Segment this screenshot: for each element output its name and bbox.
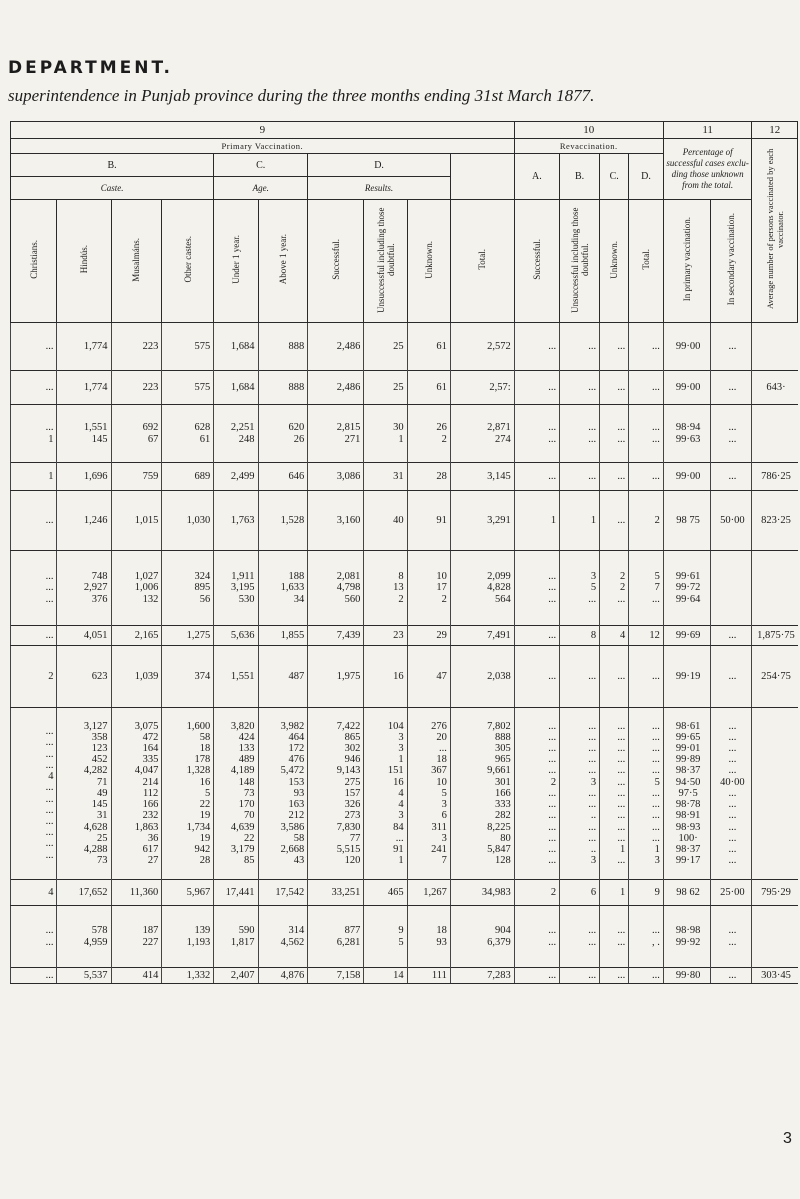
- table-cell: ...: [600, 463, 629, 491]
- table-row: [11, 323, 798, 371]
- table-cell: ...: [514, 968, 559, 984]
- table-cell: ...: [629, 463, 664, 491]
- table-cell: ... ...: [600, 906, 629, 968]
- table-cell: 99·00: [663, 463, 711, 491]
- table-cell: 187 227: [111, 906, 162, 968]
- table-cell: ...: [711, 626, 752, 646]
- table-cell: 30 1: [364, 405, 407, 463]
- total-row: [11, 463, 798, 491]
- table-cell: 254·75: [752, 646, 798, 708]
- table-cell: ...: [514, 463, 559, 491]
- table-cell: [752, 708, 798, 880]
- table-cell: ...: [629, 371, 664, 405]
- caste-header: Caste.: [11, 177, 214, 200]
- table-cell: 9 5: [364, 906, 407, 968]
- table-cell: 2,815 271: [308, 405, 364, 463]
- table-cell: 823·25: [752, 491, 798, 551]
- table-cell: 47: [407, 646, 450, 708]
- table-cell: 904 6,379: [450, 906, 514, 968]
- table-cell: 2 2 ...: [600, 551, 629, 626]
- table-cell: ... ... ... ... ... 2 ... ... ... ... ... ... ...: [514, 708, 559, 880]
- table-cell: 1: [560, 491, 600, 551]
- col-number-12: 12: [752, 122, 798, 139]
- table-cell: 276 20 ... 18 367 10 5 3 6 311 3 241 7: [407, 708, 450, 880]
- table-cell: ...: [711, 371, 752, 405]
- table-cell: 104 3 3 1 151 16 4 4 3 84 ... 91 1: [364, 708, 407, 880]
- total-spacer: [450, 154, 514, 200]
- table-cell: 888: [258, 371, 308, 405]
- table-cell: 578 4,959: [57, 906, 111, 968]
- table-cell: 2,407: [214, 968, 258, 984]
- table-cell: 3,086: [308, 463, 364, 491]
- table-cell: 7,283: [450, 968, 514, 984]
- table-cell: ... ...: [711, 906, 752, 968]
- group-b-header: B.: [11, 154, 214, 177]
- col-number-9: 9: [11, 122, 515, 139]
- table-cell: ...: [11, 626, 57, 646]
- table-cell: 2,099 4,828 564: [450, 551, 514, 626]
- table-cell: 5 7 ...: [629, 551, 664, 626]
- table-cell: 2: [629, 491, 664, 551]
- table-cell: ... ...: [514, 906, 559, 968]
- table-cell: 1,275: [162, 626, 214, 646]
- table-cell: 7,422 865 302 946 9,143 275 157 326 273 7,830 77 5,515 120: [308, 708, 364, 880]
- total-row: [11, 646, 798, 708]
- table-cell: ...: [711, 646, 752, 708]
- table-cell: 1,600 58 18 178 1,328 16 5 22 19 1,734 19 942 28: [162, 708, 214, 880]
- table-row: [11, 906, 798, 968]
- table-cell: 2,081 4,798 560: [308, 551, 364, 626]
- table-cell: ...: [629, 968, 664, 984]
- total-row: [11, 371, 798, 405]
- table-row: [11, 708, 798, 880]
- table-cell: ... ...: [600, 405, 629, 463]
- table-cell: ... ... ...: [514, 551, 559, 626]
- table-cell: 3,075 472 164 335 4,047 214 112 166 232 1,863 36 617 27: [111, 708, 162, 880]
- table-cell: ... ... ... ... ... 3 ... ... .. ... ... .. 3: [560, 708, 600, 880]
- table-cell: 2,871 274: [450, 405, 514, 463]
- table-cell: ...: [711, 968, 752, 984]
- table-cell: 17,652: [57, 880, 111, 906]
- table-cell: 40: [364, 491, 407, 551]
- table-cell: 98 62: [663, 880, 711, 906]
- table-cell: 3,145: [450, 463, 514, 491]
- table-cell: 99·00: [663, 323, 711, 371]
- table-cell: [752, 323, 798, 371]
- table-cell: 692 67: [111, 405, 162, 463]
- table-cell: 4: [600, 626, 629, 646]
- table-cell: ...: [711, 463, 752, 491]
- table-cell: 1,911 3,195 530: [214, 551, 258, 626]
- header-above-1-year: Above 1 year.: [258, 200, 308, 323]
- table-cell: 188 1,633 34: [258, 551, 308, 626]
- table-cell: 414: [111, 968, 162, 984]
- table-cell: ...: [11, 323, 57, 371]
- table-cell: 5,636: [214, 626, 258, 646]
- table-cell: 14: [364, 968, 407, 984]
- table-cell: 689: [162, 463, 214, 491]
- table-cell: 2,572: [450, 323, 514, 371]
- table-cell: 7,802 888 305 965 9,661 301 166 333 282 8,225 80 5,847 128: [450, 708, 514, 880]
- table-cell: ... ...: [514, 405, 559, 463]
- total-row: [11, 491, 798, 551]
- table-cell: 1,763: [214, 491, 258, 551]
- table-cell: ...: [560, 371, 600, 405]
- table-cell: 9: [629, 880, 664, 906]
- table-cell: ...: [711, 323, 752, 371]
- table-cell: 98·61 99·65 99·01 99·89 98·37 94·50 97·5 98·78 98·91 98·93 100· 98·37 99·17: [663, 708, 711, 880]
- table-cell: 25: [364, 371, 407, 405]
- table-cell: ...: [600, 491, 629, 551]
- table-cell: 4: [11, 880, 57, 906]
- table-cell: 18 93: [407, 906, 450, 968]
- table-cell: 575: [162, 323, 214, 371]
- table-cell: 7,491: [450, 626, 514, 646]
- table-cell: [752, 906, 798, 968]
- table-cell: ... ... ... ... ... 5 ... ... ... ... ... 1 3: [629, 708, 664, 880]
- table-cell: 8: [560, 626, 600, 646]
- table-cell: ...: [600, 968, 629, 984]
- table-cell: 1,855: [258, 626, 308, 646]
- header-total: Total.: [450, 200, 514, 323]
- revaccination-header: Revaccination.: [514, 139, 663, 154]
- table-cell: 26 2: [407, 405, 450, 463]
- table-cell: ... ... ... ... ... 40·00 ... ... ... ... ... ... ...: [711, 708, 752, 880]
- header-rev-total: Total.: [629, 200, 664, 323]
- header-average-per-vaccinator: Average number of persons vaccinated by each vaccinator.: [752, 139, 798, 323]
- table-cell: 888: [258, 323, 308, 371]
- table-cell: 28: [407, 463, 450, 491]
- table-cell: 1,684: [214, 371, 258, 405]
- table-cell: 1,774: [57, 371, 111, 405]
- table-cell: 3,982 464 172 476 5,472 153 93 163 212 3,586 58 2,668 43: [258, 708, 308, 880]
- table-cell: 3,820 424 133 489 4,189 148 73 170 70 4,639 22 3,179 85: [214, 708, 258, 880]
- table-cell: 2: [11, 646, 57, 708]
- table-cell: 1,551: [214, 646, 258, 708]
- table-cell: 99·80: [663, 968, 711, 984]
- table-cell: 17,441: [214, 880, 258, 906]
- results-header: Results.: [308, 177, 451, 200]
- table-cell: ...: [11, 968, 57, 984]
- table-cell: ...: [600, 323, 629, 371]
- table-cell: 2,57:: [450, 371, 514, 405]
- table-cell: 877 6,281: [308, 906, 364, 968]
- rev-group-a-header: A.: [514, 154, 559, 200]
- table-cell: 2,486: [308, 323, 364, 371]
- table-cell: 590 1,817: [214, 906, 258, 968]
- table-cell: 1,774: [57, 323, 111, 371]
- table-cell: 1,332: [162, 968, 214, 984]
- rev-group-b-header: B.: [560, 154, 600, 200]
- total-row: [11, 880, 798, 906]
- table-cell: 61: [407, 371, 450, 405]
- table-cell: 91: [407, 491, 450, 551]
- table-cell: ...: [560, 323, 600, 371]
- table-cell: 61: [407, 323, 450, 371]
- table-cell: 1,696: [57, 463, 111, 491]
- table-cell: 7,439: [308, 626, 364, 646]
- page-subtitle: superintendence in Punjab province during the three months ending 31st March 1877.: [8, 86, 595, 105]
- table-cell: 3 5 ...: [560, 551, 600, 626]
- table-cell: 575: [162, 371, 214, 405]
- table-cell: 12: [629, 626, 664, 646]
- header-pct-primary: In primary vaccination.: [663, 200, 711, 323]
- table-cell: 8 13 2: [364, 551, 407, 626]
- table-cell: 303·45: [752, 968, 798, 984]
- table-cell: ...: [560, 646, 600, 708]
- table-cell: ... ... ... ... ... ... ... ... ... ... ... 1 ...: [600, 708, 629, 880]
- table-cell: ...: [514, 371, 559, 405]
- table-cell: ... , .: [629, 906, 664, 968]
- table-cell: ...: [11, 491, 57, 551]
- group-c-header: C.: [214, 154, 308, 177]
- table-cell: 3,291: [450, 491, 514, 551]
- table-cell: 4,876: [258, 968, 308, 984]
- table-cell: 374: [162, 646, 214, 708]
- primary-vaccination-header: Primary Vaccination.: [11, 139, 515, 154]
- table-cell: ... ...: [11, 906, 57, 968]
- table-cell: 1,246: [57, 491, 111, 551]
- table-cell: 1,528: [258, 491, 308, 551]
- table-cell: 139 1,193: [162, 906, 214, 968]
- table-cell: 314 4,562: [258, 906, 308, 968]
- table-cell: 2,486: [308, 371, 364, 405]
- table-cell: 25: [364, 323, 407, 371]
- table-cell: 623: [57, 646, 111, 708]
- table-cell: ... 1: [11, 405, 57, 463]
- table-cell: 3,127 358 123 452 4,282 71 49 145 31 4,628 25 4,288 73: [57, 708, 111, 880]
- header-rev-unknown: Unknown.: [600, 200, 629, 323]
- table-cell: 2,165: [111, 626, 162, 646]
- table-cell: 16: [364, 646, 407, 708]
- table-cell: 33,251: [308, 880, 364, 906]
- table-cell: 620 26: [258, 405, 308, 463]
- table-cell: 99·00: [663, 371, 711, 405]
- total-row: [11, 626, 798, 646]
- table-cell: 5,537: [57, 968, 111, 984]
- header-successful: Successful.: [308, 200, 364, 323]
- table-cell: ... ...: [560, 906, 600, 968]
- rev-group-d-header: D.: [629, 154, 664, 200]
- table-cell: [711, 551, 752, 626]
- table-cell: 2: [514, 880, 559, 906]
- header-under-1-year: Under 1 year.: [214, 200, 258, 323]
- table-cell: 7,158: [308, 968, 364, 984]
- rev-group-c-header: C.: [600, 154, 629, 200]
- header-musalmans: Musalmáns.: [111, 200, 162, 323]
- table-cell: 34,983: [450, 880, 514, 906]
- header-unsuccessful: Unsuccessful including those doubtful.: [364, 200, 407, 323]
- group-d-header: D.: [308, 154, 451, 177]
- table-cell: 223: [111, 371, 162, 405]
- header-hindus: Hindús.: [57, 200, 111, 323]
- table-cell: ...: [514, 646, 559, 708]
- table-cell: 98·94 99·63: [663, 405, 711, 463]
- table-cell: 465: [364, 880, 407, 906]
- table-row: [11, 405, 798, 463]
- table-cell: 223: [111, 323, 162, 371]
- table-cell: 17,542: [258, 880, 308, 906]
- table-cell: 29: [407, 626, 450, 646]
- table-cell: 6: [560, 880, 600, 906]
- table-cell: 786·25: [752, 463, 798, 491]
- vaccination-table: [10, 121, 798, 984]
- page-number: 3: [783, 1130, 792, 1147]
- table-cell: 5,967: [162, 880, 214, 906]
- table-cell: ...: [560, 968, 600, 984]
- table-cell: 11,360: [111, 880, 162, 906]
- table-cell: 1,039: [111, 646, 162, 708]
- table-body: [11, 323, 798, 984]
- table-cell: ...: [514, 323, 559, 371]
- table-cell: 25·00: [711, 880, 752, 906]
- table-cell: 3,160: [308, 491, 364, 551]
- table-cell: ...: [629, 323, 664, 371]
- table-cell: 98 75: [663, 491, 711, 551]
- table-cell: 2,038: [450, 646, 514, 708]
- table-cell: 99·61 99·72 99·64: [663, 551, 711, 626]
- table-cell: 98·98 99·92: [663, 906, 711, 968]
- table-cell: 643·: [752, 371, 798, 405]
- table-cell: ... ...: [560, 405, 600, 463]
- table-cell: 1,267: [407, 880, 450, 906]
- col-number-10: 10: [514, 122, 663, 139]
- page-heading: DEPARTMENT.: [8, 58, 173, 78]
- table-cell: 99·69: [663, 626, 711, 646]
- table-cell: ...: [560, 463, 600, 491]
- table-cell: 487: [258, 646, 308, 708]
- table-cell: 1,975: [308, 646, 364, 708]
- table-cell: 1: [11, 463, 57, 491]
- col-number-11: 11: [663, 122, 752, 139]
- header-rev-unsuccessful: Unsuccessful including those doubtful.: [560, 200, 600, 323]
- table-cell: 2,499: [214, 463, 258, 491]
- table-cell: 628 61: [162, 405, 214, 463]
- table-cell: [752, 551, 798, 626]
- table-cell: 1,684: [214, 323, 258, 371]
- table-cell: 1,875·75: [752, 626, 798, 646]
- percentage-header: Percentage of successful cases excluding those unknown from the total.: [663, 139, 752, 200]
- table-cell: 1,551 145: [57, 405, 111, 463]
- table-cell: 324 895 56: [162, 551, 214, 626]
- table-cell: 2,251 248: [214, 405, 258, 463]
- table-cell: 748 2,927 376: [57, 551, 111, 626]
- table-cell: [752, 405, 798, 463]
- header-rev-successful: Successful.: [514, 200, 559, 323]
- header-christians: Christians.: [11, 200, 57, 323]
- table-cell: 795·29: [752, 880, 798, 906]
- table-row: [11, 551, 798, 626]
- table-cell: 31: [364, 463, 407, 491]
- header-pct-secondary: In secondary vaccination.: [711, 200, 752, 323]
- table-cell: ... ... ...: [11, 551, 57, 626]
- table-cell: 111: [407, 968, 450, 984]
- table-cell: 1,030: [162, 491, 214, 551]
- table-cell: ...: [11, 371, 57, 405]
- table-cell: 646: [258, 463, 308, 491]
- table-cell: ... ...: [629, 405, 664, 463]
- table-cell: 23: [364, 626, 407, 646]
- table-cell: 99·19: [663, 646, 711, 708]
- header-unknown: Unknown.: [407, 200, 450, 323]
- table-cell: ...: [629, 646, 664, 708]
- header-other-castes: Other castes.: [162, 200, 214, 323]
- total-row: [11, 968, 798, 984]
- age-header: Age.: [214, 177, 308, 200]
- table-cell: ...: [600, 371, 629, 405]
- table-cell: 50·00: [711, 491, 752, 551]
- table-cell: 1: [514, 491, 559, 551]
- table-cell: ... ... ... ... 4 ... ... ... ... ... ... ...: [11, 708, 57, 880]
- table-cell: ...: [600, 646, 629, 708]
- table-cell: 1: [600, 880, 629, 906]
- table-cell: 1,015: [111, 491, 162, 551]
- table-cell: ... ...: [711, 405, 752, 463]
- table-cell: 4,051: [57, 626, 111, 646]
- table-cell: 10 17 2: [407, 551, 450, 626]
- table-cell: ...: [514, 626, 559, 646]
- table-cell: 759: [111, 463, 162, 491]
- table-cell: 1,027 1,006 132: [111, 551, 162, 626]
